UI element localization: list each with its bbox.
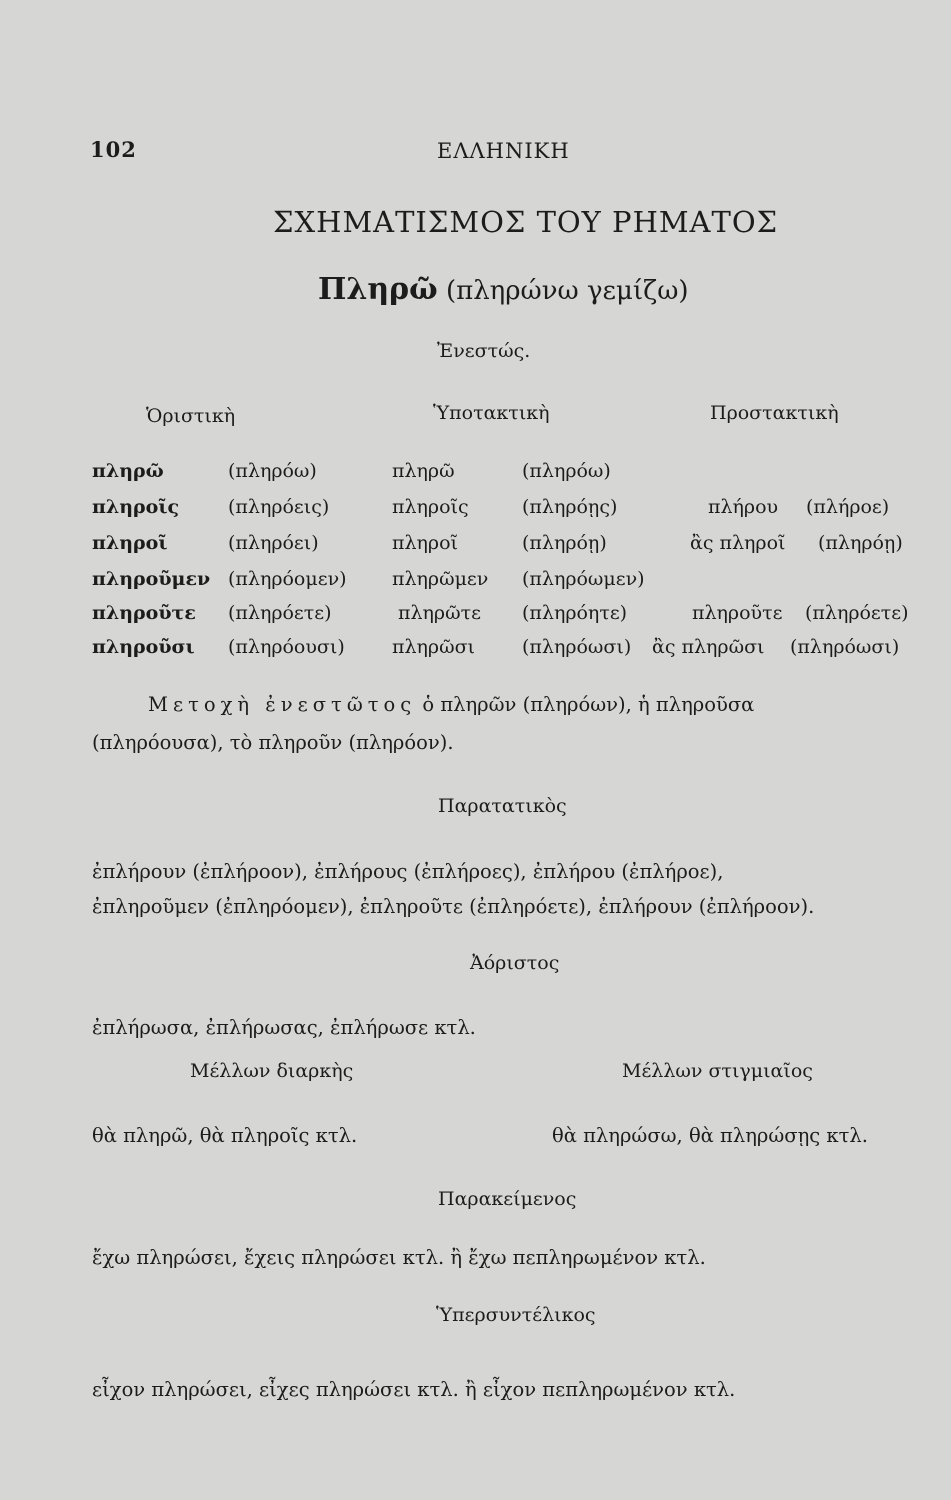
imp-form: ἂς πληρῶσι bbox=[652, 636, 765, 658]
ind-full: (πληρόει) bbox=[228, 532, 319, 554]
section-title: ΣΧΗΜΑΤΙΣΜΟΣ ΤΟΥ ΡΗΜΑΤΟΣ bbox=[273, 205, 779, 239]
perfect-label: Παρακείμενος bbox=[438, 1188, 577, 1210]
participle-line-1 bbox=[148, 693, 754, 716]
subj-form: πληρῶσι bbox=[392, 636, 475, 658]
imp-full: (πληρόῃ) bbox=[818, 532, 903, 554]
participle-label: Μετοχὴ ἐνεστῶτος bbox=[148, 693, 417, 716]
imperfect-line-2: ἐπληροῦμεν (ἐπληρόομεν), ἐπληροῦτε (ἐπληρόετε), ἐπλήρουν (ἐπλήροον). bbox=[92, 895, 815, 918]
participle-forms: ὁ πληρῶν (πληρόων), ἡ πληροῦσα bbox=[422, 693, 755, 716]
ind-form: πληροῖ bbox=[92, 532, 168, 554]
imp-full: (πληρόωσι) bbox=[790, 636, 900, 658]
imp-full: (πληρόετε) bbox=[805, 602, 909, 624]
ind-full: (πληρόετε) bbox=[228, 602, 332, 624]
ind-form: πληροῦμεν bbox=[92, 568, 211, 590]
page-number: 102 bbox=[90, 137, 137, 162]
subj-form: πληρῶ bbox=[392, 460, 455, 482]
future-continuous-line: θὰ πληρῶ, θὰ πληροῖς κτλ. bbox=[92, 1124, 358, 1147]
subj-full: (πληρόητε) bbox=[522, 602, 628, 624]
future-momentary-line: θὰ πληρώσω, θὰ πληρώσῃς κτλ. bbox=[552, 1124, 868, 1147]
ind-full: (πληρόομεν) bbox=[228, 568, 347, 590]
indicative-header: Ὁριστικὴ bbox=[146, 405, 236, 427]
subj-full: (πληρόωσι) bbox=[522, 636, 632, 658]
ind-full: (πληρόουσι) bbox=[228, 636, 345, 658]
ind-form: πληροῖς bbox=[92, 496, 180, 518]
ind-full: (πληρόεις) bbox=[228, 496, 330, 518]
subj-full: (πληρόωμεν) bbox=[522, 568, 645, 590]
verb-gloss: (πληρώνω γεμίζω) bbox=[445, 276, 689, 306]
subjunctive-header: Ὑποτακτικὴ bbox=[433, 402, 550, 424]
present-tense-label: Ἐνεστώς. bbox=[437, 340, 531, 362]
imp-form: πλήρου bbox=[708, 496, 779, 518]
perfect-line: ἔχω πληρώσει, ἔχεις πληρώσει κτλ. ἢ ἔχω πεπληρωμένον κτλ. bbox=[92, 1246, 706, 1269]
subj-full: (πληρόῃ) bbox=[522, 532, 607, 554]
future-momentary-label: Μέλλων στιγμιαῖος bbox=[622, 1060, 813, 1082]
ind-form: πληροῦσι bbox=[92, 636, 195, 658]
imp-full: (πλήροε) bbox=[806, 496, 890, 518]
pluperfect-label: Ὑπερσυντέλικος bbox=[436, 1304, 596, 1326]
subj-form: πληρῶμεν bbox=[392, 568, 489, 590]
aorist-label: Ἀόριστος bbox=[470, 952, 560, 974]
imperative-header: Προστακτικὴ bbox=[710, 402, 839, 424]
future-continuous-label: Μέλλων διαρκὴς bbox=[190, 1060, 354, 1082]
subj-form: πληροῖ bbox=[392, 532, 458, 554]
subj-full: (πληρόῃς) bbox=[522, 496, 618, 518]
pluperfect-line: εἶχον πληρώσει, εἶχες πληρώσει κτλ. ἢ εἶχον πεπληρωμένον κτλ. bbox=[92, 1378, 736, 1401]
ind-full: (πληρόω) bbox=[228, 460, 317, 482]
running-title: ΕΛΛΗΝΙΚΗ bbox=[437, 139, 570, 163]
imp-form: πληροῦτε bbox=[692, 602, 783, 624]
participle-line-2: (πληρόουσα), τὸ πληροῦν (πληρόον). bbox=[92, 731, 454, 754]
subj-form: πληροῖς bbox=[392, 496, 469, 518]
imp-form: ἂς πληροῖ bbox=[690, 532, 786, 554]
aorist-line: ἐπλήρωσα, ἐπλήρωσας, ἐπλήρωσε κτλ. bbox=[92, 1016, 476, 1039]
ind-form: πληροῦτε bbox=[92, 602, 196, 624]
subj-form: πληρῶτε bbox=[398, 602, 481, 624]
imperfect-label: Παρατατικὸς bbox=[438, 795, 567, 817]
subj-full: (πληρόω) bbox=[522, 460, 611, 482]
ind-form: πληρῶ bbox=[92, 460, 164, 482]
verb-heading bbox=[318, 272, 689, 307]
imperfect-line-1: ἐπλήρουν (ἐπλήροον), ἐπλήρους (ἐπλήροες), ἐπλήρου (ἐπλήροε), bbox=[92, 860, 724, 883]
verb-lemma: Πληρῶ bbox=[318, 272, 438, 307]
